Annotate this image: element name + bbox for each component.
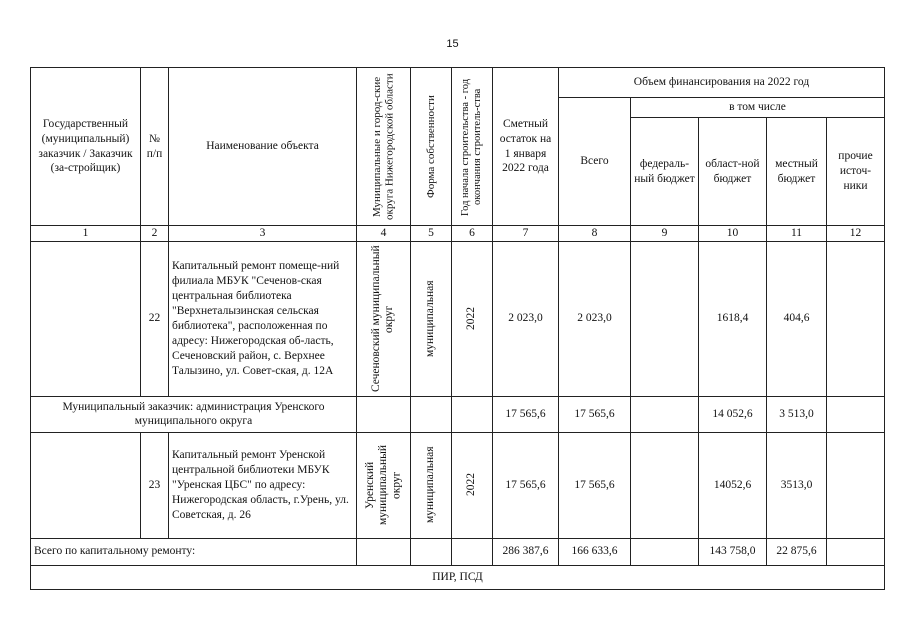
grand-total-total: 166 633,6 <box>559 538 631 565</box>
page-number: 15 <box>446 38 459 50</box>
header-including: в том числе <box>631 98 885 118</box>
column-number: 2 <box>141 226 169 242</box>
header-years-text: Год начала строительства - год окончания строитель-ства <box>459 77 483 216</box>
header-estimated-balance: Сметный остаток на 1 января 2022 года <box>493 68 559 226</box>
grand-total-federal <box>631 538 699 565</box>
year-text: 2022 <box>465 473 478 497</box>
municipality-text: Уренский муниципальный округ <box>363 445 403 526</box>
header-object-name: Наименование объекта <box>169 68 357 226</box>
subtotal-regional: 14 052,6 <box>699 396 767 432</box>
subtotal-total: 17 565,6 <box>559 396 631 432</box>
subtotal-federal <box>631 396 699 432</box>
subtotal-local: 3 513,0 <box>767 396 827 432</box>
header-municipality-text: Муниципальные и город-ские округа Нижегородской области <box>370 73 396 220</box>
year-cell <box>452 432 493 538</box>
grand-total-balance: 286 387,6 <box>493 538 559 565</box>
other-value <box>827 432 885 538</box>
object-name: Капитальный ремонт Уренской центральной библиотеки МБУК "Уренская ЦБС" по адресу: Нижегородская область, г.Урень, ул. Советская, д. 26 <box>169 432 357 538</box>
column-number: 4 <box>357 226 411 242</box>
column-number: 12 <box>827 226 885 242</box>
municipality-cell <box>357 432 411 538</box>
column-number: 5 <box>411 226 452 242</box>
ownership-text: муниципальная <box>424 447 437 524</box>
grand-total-regional: 143 758,0 <box>699 538 767 565</box>
financing-table <box>30 67 885 590</box>
header-row-number: № п/п <box>141 68 169 226</box>
regional-value: 1618,4 <box>699 241 767 396</box>
balance-value: 2 023,0 <box>493 241 559 396</box>
header-total: Всего <box>559 98 631 226</box>
customer-cell <box>31 241 141 396</box>
year-text: 2022 <box>465 307 478 331</box>
header-regional: област-ной бюджет <box>699 118 767 226</box>
header-financing-group: Объем финансирования на 2022 год <box>559 68 885 98</box>
header-federal: федераль-ный бюджет <box>631 118 699 226</box>
header-ownership-text: Форма собственности <box>424 95 437 198</box>
other-value <box>827 241 885 396</box>
ownership-cell <box>411 241 452 396</box>
total-value: 17 565,6 <box>559 432 631 538</box>
header-local: местный бюджет <box>767 118 827 226</box>
header-municipality <box>357 68 411 226</box>
row-number: 23 <box>141 432 169 538</box>
municipality-text: Сеченовский муниципальный округ <box>370 245 396 393</box>
customer-cell <box>31 432 141 538</box>
ownership-text: муниципальная <box>424 280 437 358</box>
column-number: 3 <box>169 226 357 242</box>
grand-total-other <box>827 538 885 565</box>
row-number: 22 <box>141 241 169 396</box>
grand-total-local: 22 875,6 <box>767 538 827 565</box>
balance-value: 17 565,6 <box>493 432 559 538</box>
column-number: 8 <box>559 226 631 242</box>
federal-value <box>631 241 699 396</box>
column-number: 9 <box>631 226 699 242</box>
column-number: 6 <box>452 226 493 242</box>
subtotal-other <box>827 396 885 432</box>
column-number: 1 <box>31 226 141 242</box>
header-customer: Государственный (муниципальный) заказчик / Заказчик (за-стройщик) <box>31 68 141 226</box>
grand-total-label: Всего по капитальному ремонту: <box>31 538 357 565</box>
municipality-cell <box>357 241 411 396</box>
total-value: 2 023,0 <box>559 241 631 396</box>
regional-value: 14052,6 <box>699 432 767 538</box>
year-cell <box>452 241 493 396</box>
column-numbers-row <box>31 226 885 242</box>
subtotal-balance: 17 565,6 <box>493 396 559 432</box>
column-number: 11 <box>767 226 827 242</box>
local-value: 404,6 <box>767 241 827 396</box>
customer-subtotal-label: Муниципальный заказчик: администрация Уренского муниципального округа <box>31 396 357 432</box>
header-years <box>452 68 493 226</box>
customer-subtotal-row <box>31 396 885 432</box>
federal-value <box>631 432 699 538</box>
local-value: 3513,0 <box>767 432 827 538</box>
header-row-top <box>31 68 885 98</box>
object-name: Капитальный ремонт помеще-ний филиала МБУК "Сеченов-ская центральная библиотека "Верхнеталызинская сельская библиотека", расположенная по адресу: Нижегородская об-ласть, Сеченовский район, с. Верхнее Талызино, ул. Совет-ская, д. 12А <box>169 241 357 396</box>
ownership-cell <box>411 432 452 538</box>
table-row <box>31 241 885 396</box>
column-number: 10 <box>699 226 767 242</box>
section-row <box>31 565 885 589</box>
table-row <box>31 432 885 538</box>
header-other: прочие источ-ники <box>827 118 885 226</box>
column-number: 7 <box>493 226 559 242</box>
header-ownership <box>411 68 452 226</box>
section-title: ПИР, ПСД <box>31 565 885 589</box>
grand-total-row <box>31 538 885 565</box>
